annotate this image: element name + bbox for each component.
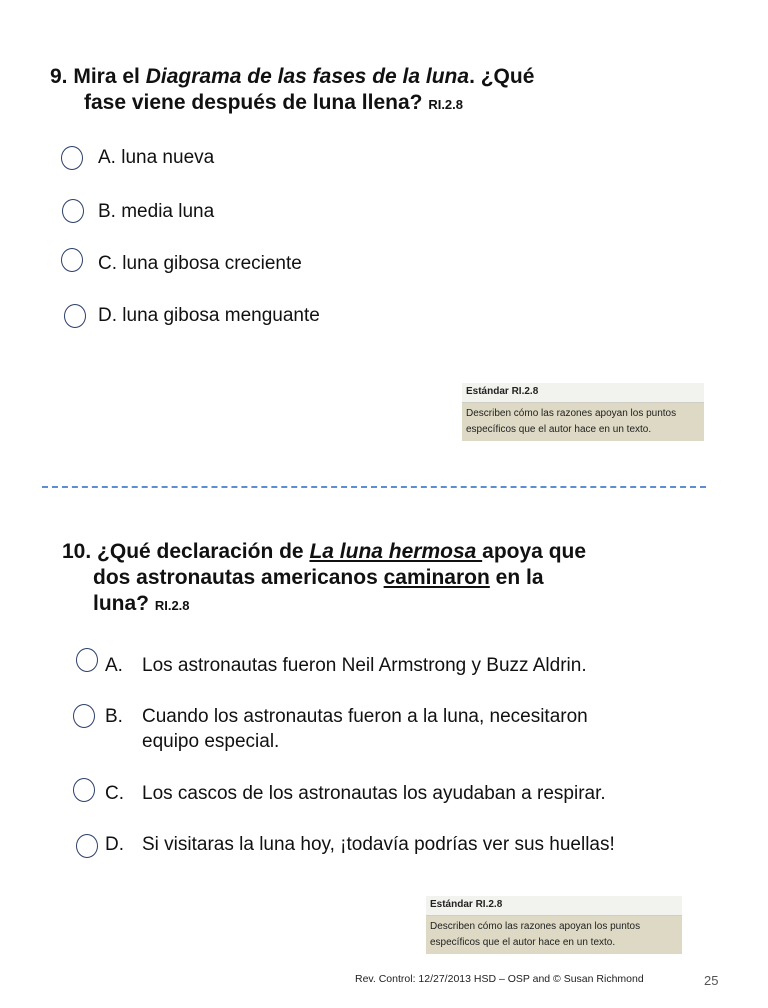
standard-box	[426, 896, 682, 954]
radio-circle[interactable]	[64, 304, 86, 328]
option-label: Si visitaras la luna hoy, ¡todavía podrías ver sus huellas!	[142, 834, 615, 855]
radio-circle[interactable]	[76, 648, 98, 672]
standard-description-line: Describen cómo las razones apoyan los puntos	[466, 408, 677, 419]
radio-circle[interactable]	[76, 834, 98, 858]
question-text: dos astronautas americanos	[93, 566, 384, 589]
question-text: luna?	[93, 592, 149, 615]
option-label: Cuando los astronautas fueron a la luna, necesitaron	[142, 706, 588, 727]
standard-description-line: específicos que el autor hace en un texto.	[430, 937, 616, 948]
standard-description-line: Describen cómo las razones apoyan los puntos	[430, 921, 641, 932]
standard-description	[462, 403, 704, 441]
question-text: apoya que	[482, 540, 587, 563]
standard-title: Estándar RI.2.8	[426, 896, 682, 916]
question-9-title	[50, 64, 690, 118]
radio-circle[interactable]	[73, 778, 95, 802]
question-number: 10.	[62, 540, 92, 563]
question-text: en la	[489, 566, 544, 589]
question-number: 9.	[50, 65, 68, 88]
option-label: D. luna gibosa menguante	[98, 305, 320, 326]
option-letter: D.	[105, 834, 124, 855]
question-text: Mira el	[73, 65, 146, 88]
standard-reference: RI.2.8	[428, 97, 463, 112]
option-label: C. luna gibosa creciente	[98, 253, 302, 274]
question-text: ¿Qué declaración de	[97, 540, 310, 563]
option-label-continued: equipo especial.	[142, 731, 280, 752]
option-label: A. luna nueva	[98, 147, 215, 168]
option-letter: C.	[105, 783, 124, 804]
page-number: 25	[704, 973, 719, 988]
question-10-line3	[62, 591, 702, 619]
standard-title: Estándar RI.2.8	[462, 383, 704, 403]
standard-box	[462, 383, 704, 441]
question-text: fase viene después de luna llena?	[84, 91, 423, 114]
option-letter: B.	[105, 706, 123, 727]
question-10-line1	[62, 539, 702, 565]
radio-circle[interactable]	[61, 146, 83, 170]
question-text: . ¿Qué	[469, 65, 535, 88]
option-letter: A.	[105, 655, 123, 676]
question-10-line2	[62, 565, 702, 591]
standard-description	[426, 916, 682, 954]
story-title-underlined: La luna hermosa	[309, 540, 483, 563]
question-9-line1	[50, 64, 690, 90]
radio-circle[interactable]	[61, 248, 83, 272]
radio-circle[interactable]	[62, 199, 84, 223]
question-10-title	[62, 539, 702, 619]
question-9-line2	[50, 90, 690, 118]
section-divider	[42, 486, 706, 488]
option-label: B. media luna	[98, 201, 215, 222]
keyword-underlined: caminaron	[383, 566, 490, 589]
radio-circle[interactable]	[73, 704, 95, 728]
standard-reference: RI.2.8	[154, 598, 190, 613]
standard-description-line: específicos que el autor hace en un texto.	[466, 424, 652, 435]
diagram-title-italic: Diagrama de las fases de la luna	[145, 65, 470, 88]
option-label: Los astronautas fueron Neil Armstrong y Buzz Aldrin.	[142, 655, 587, 676]
option-label: Los cascos de los astronautas los ayudaban a respirar.	[142, 783, 606, 804]
footer-revision: Rev. Control: 12/27/2013 HSD – OSP and © Susan Richmond	[355, 973, 644, 985]
